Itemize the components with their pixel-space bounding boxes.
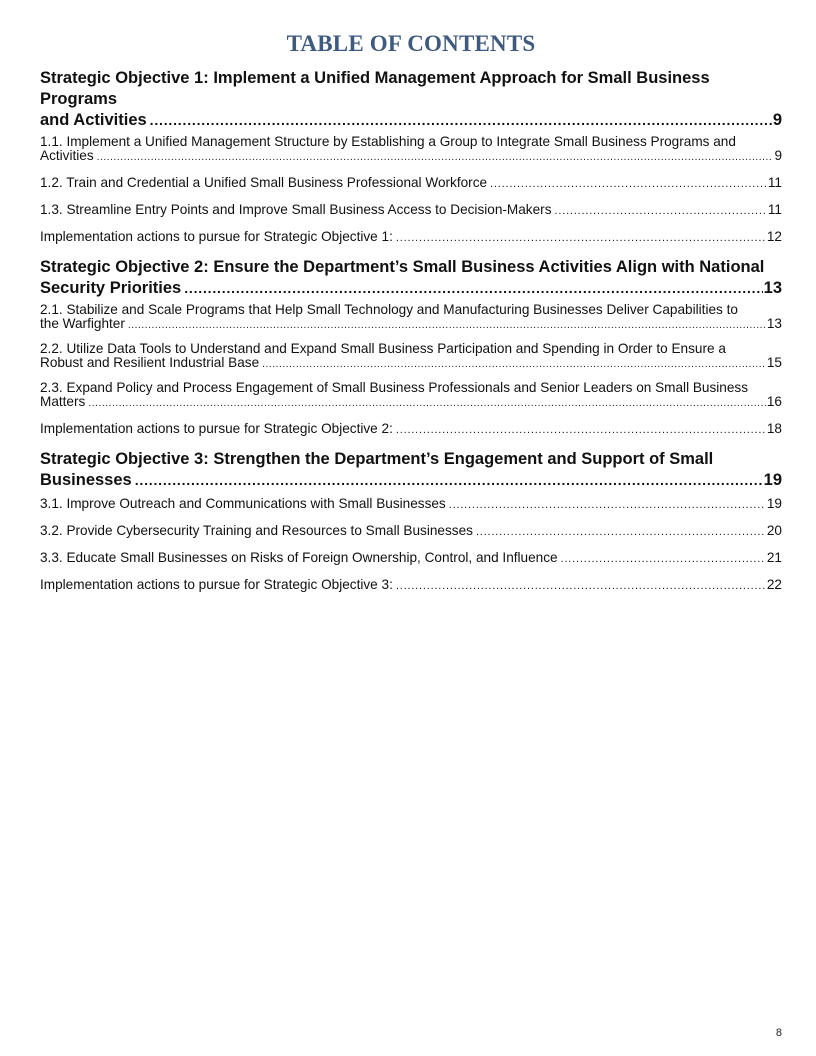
dot-leader [449, 497, 766, 514]
toc-entry-last-line [40, 495, 782, 514]
toc-page-number: 15 [766, 355, 782, 370]
toc-entry-last-line [40, 356, 782, 372]
toc-page-number: 13 [766, 316, 782, 331]
toc-entry-text-line1: 2.3. Expand Policy and Process Engagement of Small Business Professionals and Senior Leaders on Small Business [40, 381, 749, 395]
toc-entry-1-2[interactable] [40, 174, 782, 193]
page-title: TABLE OF CONTENTS [286, 31, 536, 56]
toc-entry-text-line2: Businesses [40, 471, 132, 489]
toc-entry-text: 3.2. Provide Cybersecurity Training and Resources to Small Businesses [40, 523, 473, 538]
dot-leader [561, 551, 766, 568]
dot-leader [476, 524, 766, 541]
toc-entry-text-line2: and Activities [40, 111, 147, 129]
toc-page-number: 11 [767, 202, 782, 217]
dot-leader [555, 203, 767, 220]
toc-page-number: 12 [766, 229, 782, 244]
dot-leader [396, 422, 766, 439]
toc-page-number: 16 [766, 394, 782, 409]
toc-entry-last-line [40, 110, 782, 131]
toc-entry-text: 1.2. Train and Credential a Unified Small Business Professional Workforce [40, 175, 488, 190]
toc-entry-3-1[interactable] [40, 495, 782, 514]
toc-page-number: 19 [763, 471, 782, 489]
toc-entry-objective-2[interactable] [40, 257, 782, 299]
dot-leader [97, 151, 774, 165]
toc-entry-text: 3.1. Improve Outreach and Communications with Small Businesses [40, 496, 446, 511]
toc-entry-2-3[interactable] [40, 381, 782, 411]
dot-leader [396, 578, 766, 595]
toc-entry-text-line2: Robust and Resilient Industrial Base [40, 355, 260, 370]
dot-leader [396, 230, 766, 247]
toc-entry-text: 1.3. Streamline Entry Points and Improve Small Business Access to Decision-Makers [40, 202, 552, 217]
toc-page-number: 9 [774, 148, 782, 163]
toc-entry-text-line2: Security Priorities [40, 279, 182, 297]
toc-entry-last-line [40, 395, 782, 411]
toc-entry-2-1[interactable] [40, 303, 782, 333]
toc-entry-text-line1: 1.1. Implement a Unified Management Structure by Establishing a Group to Integrate Small Business Programs and [40, 135, 736, 149]
toc-page-number: 13 [763, 279, 782, 297]
toc-entry-text-line2: Activities [40, 148, 94, 163]
toc-page-number: 11 [767, 175, 782, 190]
dot-leader [88, 397, 766, 411]
toc-entry-last-line [40, 201, 782, 220]
toc-entry-3-3[interactable] [40, 549, 782, 568]
toc-entry-objective-1[interactable] [40, 68, 782, 131]
toc-entry-text-line2: Matters [40, 394, 86, 409]
toc-entry-last-line [40, 470, 782, 491]
toc-page-number: 20 [766, 523, 782, 538]
dot-leader [262, 358, 766, 372]
toc-entry-last-line [40, 174, 782, 193]
toc-entry-text-line1: 2.1. Stabilize and Scale Programs that Help Small Technology and Manufacturing Businesses Deliver Capabilities to [40, 303, 738, 317]
page-number: 8 [775, 1027, 782, 1039]
toc-entry-text-line1: 2.2. Utilize Data Tools to Understand and Expand Small Business Participation and Spending in Order to Ensure a [40, 342, 726, 356]
dot-leader [150, 110, 772, 131]
toc-entry-3-2[interactable] [40, 522, 782, 541]
toc-page-number: 22 [766, 577, 782, 592]
toc-entry-last-line [40, 576, 782, 595]
toc-entry-text-line1: Strategic Objective 1: Implement a Unified Management Approach for Small Business Programs [40, 69, 710, 108]
toc-entry-implementation-2[interactable] [40, 420, 782, 439]
toc-entry-text-line1: Strategic Objective 2: Ensure the Department’s Small Business Activities Align with National [40, 258, 765, 276]
dot-leader [490, 176, 767, 193]
toc-entry-last-line [40, 317, 782, 333]
toc-entry-text: Implementation actions to pursue for Strategic Objective 2: [40, 421, 393, 436]
toc-entry-text-line1: Strategic Objective 3: Strengthen the Department’s Engagement and Support of Small [40, 450, 714, 468]
toc-entry-last-line [40, 549, 782, 568]
toc-entry-implementation-3[interactable] [40, 576, 782, 595]
toc-entry-text-line2: the Warfighter [40, 316, 125, 331]
dot-leader [128, 319, 766, 333]
toc-entry-text: Implementation actions to pursue for Strategic Objective 3: [40, 577, 393, 592]
toc-entry-implementation-1[interactable] [40, 228, 782, 247]
toc-entry-text: 3.3. Educate Small Businesses on Risks of Foreign Ownership, Control, and Influence [40, 550, 558, 565]
toc-entry-last-line [40, 278, 782, 299]
toc-entry-text: Implementation actions to pursue for Strategic Objective 1: [40, 229, 393, 244]
toc-page-number: 9 [772, 111, 782, 129]
toc-entry-last-line [40, 149, 782, 165]
toc-entry-last-line [40, 522, 782, 541]
dot-leader [135, 470, 763, 491]
toc-entry-2-2[interactable] [40, 342, 782, 372]
toc-entry-1-3[interactable] [40, 201, 782, 220]
toc-page-number: 21 [766, 550, 782, 565]
toc-entry-last-line [40, 420, 782, 439]
toc-entry-last-line [40, 228, 782, 247]
toc-entry-1-1[interactable] [40, 135, 782, 165]
toc-page-number: 18 [766, 421, 782, 436]
toc-page-number: 19 [766, 496, 782, 511]
toc-entry-objective-3[interactable] [40, 449, 782, 491]
dot-leader [184, 278, 762, 299]
toc-page [40, 30, 782, 603]
